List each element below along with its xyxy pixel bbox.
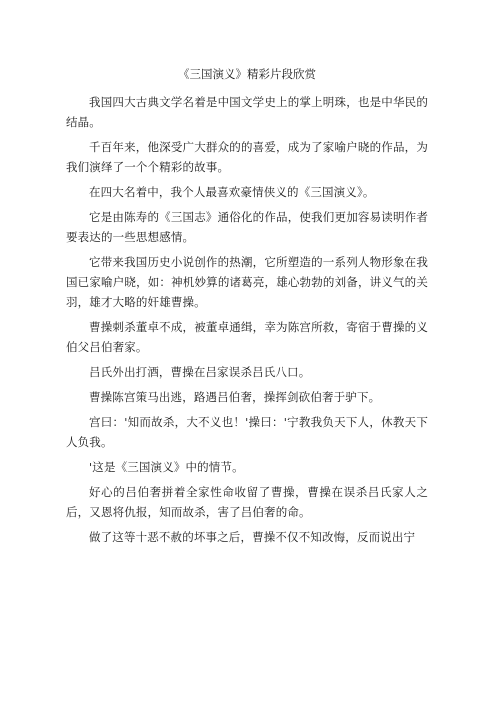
paragraph: '这是《三国演义》中的情节。 bbox=[89, 460, 244, 474]
document-title: 《三国演义》精彩片段欣赏 bbox=[178, 67, 316, 81]
paragraph: 好心的吕伯奢拼着全家性命收留了曹操，曹操在误杀吕氏家人之后，又恩将仇报，知而故杀，害了吕伯奢的命。 bbox=[66, 485, 428, 519]
paragraph: 我国四大古典文学名着是中国文学史上的掌上明珠，也是中华民的结晶。 bbox=[66, 95, 428, 129]
paragraph: 它带来我国历史小说创作的热潮，它所塑造的一系列人物形象在我国已家喻户晓，如：神机妙算的诸葛亮，雄心勃勃的刘备，讲义气的关羽，雄才大略的奸雄曹操。 bbox=[66, 255, 428, 309]
paragraph: 做了这等十恶不赦的坏事之后，曹操不仅不知改悔，反而说出宁 bbox=[89, 530, 416, 544]
paragraph: 曹操陈宫策马出逃，路遇吕伯奢，操挥剑砍伯奢于驴下。 bbox=[89, 390, 381, 404]
paragraph: 宫曰：'知而故杀，大不义也！'操曰：'宁教我负天下人，休教天下人负我。 bbox=[66, 415, 428, 449]
paragraph: 千百年来，他深受广大群众的的喜爱，成为了家喻户晓的作品，为我们演绎了一个个精彩的故事。 bbox=[66, 140, 428, 174]
document-page bbox=[66, 66, 428, 552]
paragraph: 曹操刺杀董卓不成，被董卓通缉，幸为陈宫所救，寄宿于曹操的义伯父吕伯奢家。 bbox=[66, 320, 428, 354]
paragraph: 吕氏外出打酒，曹操在吕家误杀吕氏八口。 bbox=[89, 365, 311, 379]
paragraph: 它是由陈寿的《三国志》通俗化的作品，使我们更加容易读明作者要表达的一些思想感情。 bbox=[66, 210, 428, 244]
paragraph: 在四大名着中，我个人最喜欢豪情侠义的《三国演义》。 bbox=[89, 185, 375, 199]
